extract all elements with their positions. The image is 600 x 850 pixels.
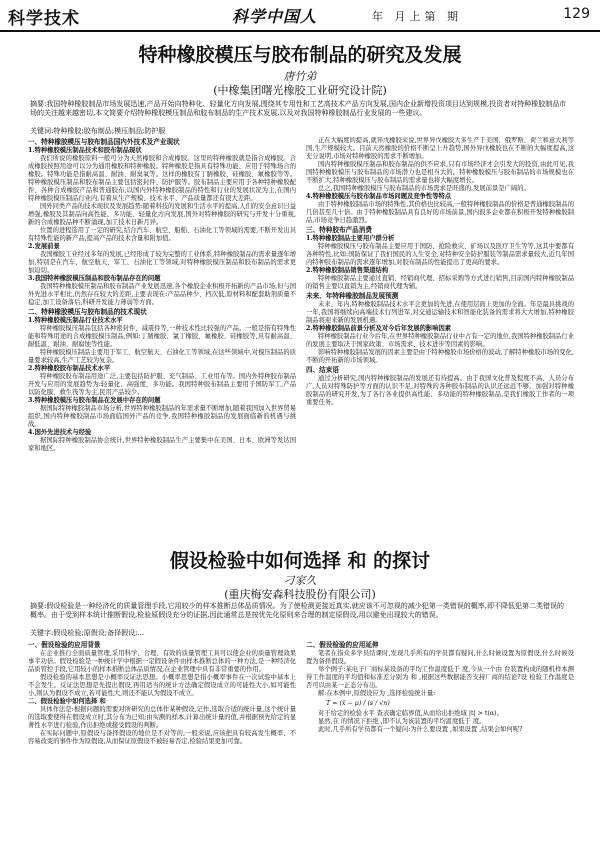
article1-affiliation: (中橡集团曙光橡胶工业研究设计院) [213, 84, 387, 97]
section-heading: 一、特种橡胶模压与胶布制品国内外技术及产业现状 [28, 138, 180, 146]
subsection-heading: 4.特种橡胶模压与胶布制品市场问题及竞争性等特点 [306, 193, 452, 200]
paragraph: 由于特种橡胶制品市场的特殊性,其价格也比较高,一般特种橡胶制品的价格是普通橡胶制品的几倍甚至几十倍。由于特种橡胶制品具有良好的市场前景,国内很多企业都在积极开发特种橡胶制品,市场竞争日趋激烈。 [306, 201, 574, 224]
paragraph: 影响特种橡胶制品发展的因素主要是由于特种橡胶市场价格的波动,了解特种橡胶市场的变化,不断的开拓新的市场领域。 [306, 349, 574, 364]
paragraph: 假设检验的基本思想是小概率反证法思想。小概率思想是指小概率事件在一次试验中基本上不会发生。反证法思想是先提出假设,再用适当的统计方法确定假设成立的可能性大小,如可能性小,则认为假设不成立,若可能性大,则还不能认为假设不成立。 [28, 674, 296, 697]
paragraph: 位置的进程选用了一定的研究,结合汽车、航空、船舶、石油化工等领域的需要,不断开发出具有特殊性能的新产品,提高产品的技术含量和附加值。 [28, 227, 296, 242]
paragraph: 具体作法是:根据问题的需要对所研究的总体作某种假设,记作,选取合适的统计量,这个统计量的选取要使得在假设成立时,其分布为已知;由实测的样本,计算出统计量的值,并根据预先给定的显著性水平进行检验,作出拒绝或接受假设的判断。 [28, 706, 296, 729]
page-header [0, 0, 600, 32]
paragraph: 通过分析研究,国内特种橡胶制品的发展还有待提高。由于我国文化普及程度不高、人员分布广,人员对特殊防护等方面的认识不足,对特殊的各种胶布制品的认识还远远不够。加强对特种橡胶制品的研究开发,为了各行各业提供高性能、多功能的特种橡胶制品,是我们橡胶工作者的一项重要任务。 [306, 375, 574, 406]
subsection-heading: 4.国外先进技术与经验 [28, 429, 92, 436]
formula: T = (x̄ − μ) / (s / √n) [326, 700, 390, 707]
section-label: 科学技术 [8, 9, 80, 29]
article2-affiliation: (重庆梅安森科技股份有限公司) [224, 588, 376, 601]
paragraph: 我国橡胶工业经过多年的发展,已经形成了较为完整的工业体系,特种橡胶制品的需求量逐年增加,特别是在汽车、航空航天、军工、石油化工等领域,对特种橡胶模压制品和胶布制品的需求更加迫切。 [28, 251, 296, 274]
paragraph: 我国特种橡胶模压制品和胶布制品产业发展迅速,各个橡胶企业积极开拓新的产品市场,但与国外先进水平相比,仍然存在较大的差距,主要表现在:产品品种少、档次低,原材料和配套助剂质量不稳定,加工设备落后,科研开发能力薄弱等方面。 [28, 283, 296, 306]
paragraph: 据国际特种橡胶制品协会统计,世界特种橡胶制品生产主要集中在美国、日本、欧洲等发达国家和地区。 [28, 437, 296, 452]
paragraph: 特种橡胶模压制品包括各种密封件、减震件等,一种技术性比较强的产品。一般是指有特殊性能和特殊用途的合成橡胶模压制品,例如:丁腈橡胶、氯丁橡胶、氟橡胶、硅橡胶等,具有耐高温、耐低温、耐油、耐腐蚀等性能。 [28, 325, 296, 348]
article2-right-column [306, 640, 574, 845]
section-heading: 一、假设检验的应用背景 [28, 641, 101, 649]
article2-left-column [28, 640, 296, 845]
subsection-heading: 2.特种橡胶胶布制品技术水平 [28, 365, 111, 372]
paragraph: 举个例子:某电子厂商标某设备的平均工作温度低于 度,今从一个由 台装置构成的随机样本测得工作温度的平均值和标准差分别为 和 ,根据这些数据能否支持厂商的结论?设 检验工作温度是否可以由某一正态分布出。 [306, 666, 574, 689]
subsection-heading: 3.特种橡胶模压与胶布制品在发展中存在的问题 [28, 397, 161, 404]
subsection-heading: 2.特种橡胶制品前景分析及对今后年发展的影响因素 [306, 325, 452, 332]
paragraph: 我们所说的橡胶原料一般可分为天然橡胶和合成橡胶。这里的特种橡胶就是指合成橡胶。合成橡胶按照用途可以分为通用橡胶和特种橡胶。特种橡胶是指具有特殊功能、应用于特殊场合的橡胶。特殊功能是指耐高温、耐油、耐臭氧等。这样的橡胶有丁腈橡胶、硅橡胶、氟橡胶等等。特种橡胶模压制品和胶布制品主要包括密封件、防护服等。胶布制品主要应用于各种特种橡胶配件、各种合成橡胶产品和普通胶布,以国内外特种橡胶制品的特性和行业的发展状况为主,在国内特种橡胶模压制品行业内,有着从生产规模、技术水平、产品质量都还有很大差距。 [28, 155, 296, 202]
paragraph: 总之,我国特种橡胶模压与胶布制品的市场需求是旺盛的,发展前景是广阔的。 [318, 185, 530, 192]
paragraph: 特种橡胶模压制品主要用于军工、航空航天、石油化工等领域,在这些领域中,对模压制品的质量要求较高,生产工艺较为复杂。 [28, 349, 296, 364]
paragraph: 此时,几乎所有学员都有一个疑问:为什么要设置 ,如果设置 ,结果会如何呢? [318, 726, 523, 733]
subsection-heading: 2.特种橡胶制品销售渠道结构 [306, 267, 389, 274]
paragraph: 在企业推行全面质量管理,采用科学、合理、有效的质量管理工具可以使企业的质量管理效果事半功倍。假设检验是一种统计学中根据一定假设条件由样本推断总体的一种方法,是一种经济化品质管控手段,它用较小的样本推断总体品质情况,在企业管理中具有非常重要的作用。 [28, 650, 296, 673]
section-heading: 未来、年特种橡胶制品发展预测 [306, 292, 399, 300]
paragraph: 据国际特种橡胶制品市场分析,世界特种橡胶制品的年需求量不断增加,随着我国加入世界贸易组织,国内特种橡胶制品市场面临国外产品的竞争,我国特种橡胶制品的发展面临新的机遇与挑战。 [28, 405, 296, 428]
paragraph: 国内特种橡胶模压制品和胶布制品的供不应求,只有市场经济才会引发大的投资,由此可见,我国特种橡胶模压与胶布制品的市场潜力也是相当大的。特种橡胶模压与胶布制品的市场规模也在不断扩大,特种橡胶模压与胶布制品的需求量也将大幅度增长。 [306, 161, 574, 184]
paragraph: 对于给定的检验水平 查表确定临界值,从而给出拒绝域 |t| > t(α)。 [318, 710, 503, 717]
subsection-heading: 二、假设检验中如何选择 和 [28, 698, 106, 705]
article1-title: 特种橡胶模压与胶布制品的研究及发展 [138, 44, 462, 66]
section-heading: 四、结束语 [306, 366, 339, 374]
paragraph: 国外同类产品的技术现状及发展趋势:随着科技的发展和生活水平的提高,人们的安全意识日益增强,橡胶及其制品向高性能、多功能、轻量化方向发展,国外对特种橡胶的研究与开发十分重视,新的合成橡胶品种不断涌现,加工技术日新月异。 [28, 203, 296, 226]
article1-author: 唐竹弟 [283, 70, 317, 83]
article1-keywords: 关键词:特种橡胶;胶布制品;模压制品;防护服 [30, 127, 166, 135]
section-heading: 二、假设检验的应用延伸 [306, 641, 379, 649]
page-number: 129 [563, 6, 590, 22]
article1-left-column [28, 137, 296, 535]
paragraph: 正在大幅度的提高,就异戊橡胶来说,世界异戊橡胶大多生产于美国、俄罗斯、荷兰和意大利等国,生产规模较大。目前天然橡胶的价格不断呈上升趋势,国外异戊橡胶也在不断的大幅度提高,这充分说明,市场对特种橡胶的需求不断增加。 [306, 137, 574, 160]
issue-label: 年 月上第 期 [372, 10, 462, 23]
paragraph: 显然,在 的情况下拒绝 ,即不认为该装置的平均温度低于 度。 [318, 718, 486, 725]
paragraph: 特种橡胶胶布制品用途广泛,主要包括防护服、充气制品、工业用布等。国内外特种胶布制品开发与应用的发展趋势为:轻量化、高强度、多功能。我国特种胶布制品主要用于国防军工,产品以防化服、救生筏等为主,民用产品较少。 [28, 373, 296, 396]
paragraph: 笔者在指众多学员结课时,发现几乎所有的学员都有疑问,什么时候设置为原假设,什么时候设置为备择假设。 [306, 650, 574, 665]
subsection-heading: 1.特种橡胶制品主要用户群分析 [306, 235, 395, 242]
article1-abstract: 摘要:我国特种橡胶制品市场发展迅速,产品开始向特种化、轻量化方向发展,围绕其专用性和工艺高技术产品方向发展,国内企业新增投资项目达到规模,投资者对特种橡胶制品市场的关注越来越密切,本文简要介绍特种橡胶模压制品和胶布制品的生产技术发展,以及对我国特种橡胶制品行业发展的一些建议。 [30, 100, 567, 117]
masthead-logo: 科学中国人 [232, 7, 318, 26]
subsection-heading: 1.特种橡胶模压制品技术和胶布制品现状 [28, 147, 142, 154]
subsection-heading: 3.我国特种橡胶模压制品和胶布制品存在的问题 [28, 275, 161, 282]
article2-author: 刁家久 [283, 574, 317, 587]
article2-abstract: 摘要:假设检验是一种经济化的质量管理手段,它用较少的样本推断总体品质情况。为了使检测更接近真实,就应该不可忽视的减少犯第一类错误的概率,即不降低犯第二类错误的概率。由于受到样本统计推断假设,检验原假设充分的证据,因此通常总是按优先化原则来合理的制定原假设,用以避免出现较大的错误。 [30, 602, 565, 619]
subsection-heading: 1.特种橡胶模压制品行业技术水平 [28, 317, 123, 324]
article2-keywords: 关键字:假设检验;原假设;备择假设;... [30, 629, 145, 637]
section-heading: 二、特种橡胶模压与胶布制品的技术现状 [28, 308, 147, 316]
article2-title: 假设检验中如何选择 和 的探讨 [169, 550, 431, 572]
article1-right-column [306, 137, 574, 535]
paragraph: 在实际问题中,原假设与备择假设的地位是不对等的,一般来说,应该把具有较高发生概率、不容易改变的事件作为原假设,从而保证原假设不被轻易否定,检验结果更加可靠。 [28, 730, 296, 745]
paragraph: 特种橡胶制品主要通过直销、经销商代理、招标采购等方式进行销售,目前国内特种橡胶制品的销售主要以直销为主,经销商代理为辅。 [306, 275, 574, 290]
paragraph: 特种橡胶模压与胶布制品主要应用于国防、抢险救灾、矿场以及医疗卫生等等,这其中要都有各种特性,比如:国防保证了我们国民的人生安全,对特种安全防护服装等制品需求量较大,近几年国内特种胶布制品的需求逐年增加,对胶布制品的性能提出了更高的要求。 [306, 243, 574, 266]
paragraph: 特种橡胶制品行业今后年,在世界特种橡胶制品行业中占有一定的地位,我国特种橡胶制品行业的发展主要取决于国家政策、市场需求、技术进步等因素的影响。 [306, 333, 574, 348]
subsection-heading: 2.发展前景 [28, 243, 60, 250]
section-heading: 三、特种胶布产品消费 [306, 226, 372, 234]
paragraph: 未来、年内,特种橡胶制品技术水平会更加的先进,在使用层面上更加的全面。年是最具挑战的一年,我国将继续向高端技术行列进军,对交通运输技术和智能化装备的需求将大大增加,特种橡胶制品将迎来新的发展机遇。 [306, 301, 574, 324]
paragraph: 解:在本例中,原假设应为 ,选择检验统计量: [318, 690, 436, 697]
